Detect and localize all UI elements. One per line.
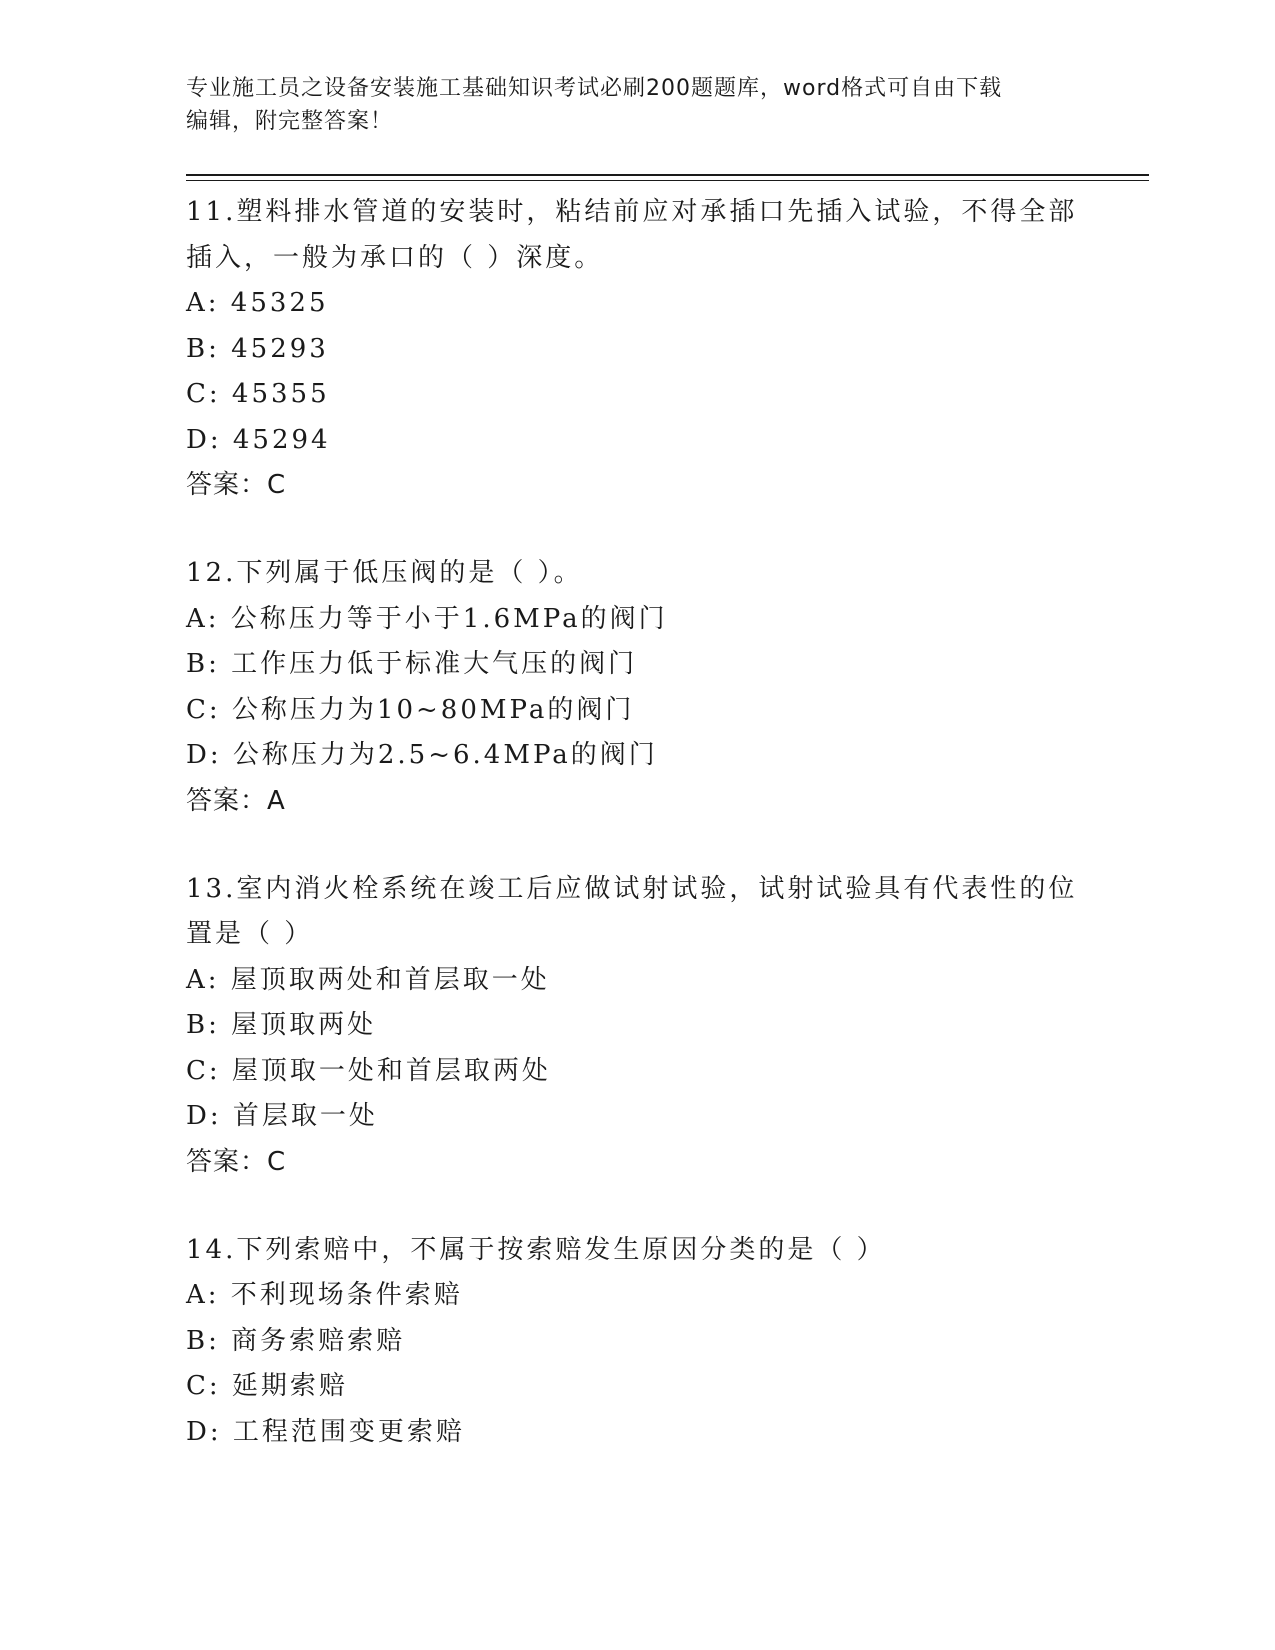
question-12: [186, 551, 1086, 823]
question-stem: 11.塑料排水管道的安装时，粘结前应对承插口先插入试验，不得全部: [186, 197, 1078, 227]
option-c: C: 公称压力为10~80MPa的阀门: [186, 694, 635, 725]
header-divider-thin: [186, 180, 1149, 181]
answer-label: 答案：A: [186, 785, 286, 816]
option-c: C: 延期索赔: [186, 1371, 348, 1401]
option-c: C: 45355: [186, 379, 330, 409]
option-c: C: 屋顶取一处和首层取两处: [186, 1055, 551, 1086]
header-divider: [186, 174, 1149, 176]
option-d: D: 工程范围变更索赔: [186, 1416, 465, 1447]
option-d: D: 45294: [186, 424, 331, 455]
answer-label: 答案：C: [186, 1146, 287, 1177]
question-11: [186, 190, 1086, 507]
question-stem: 置是（ ）: [186, 919, 314, 949]
question-13: [186, 867, 1086, 1184]
question-stem: 12.下列属于低压阀的是（ ）。: [186, 558, 583, 588]
question-list: [186, 190, 1086, 1499]
option-a: A: 45325: [186, 288, 329, 318]
answer-label: 答案：C: [186, 470, 287, 500]
option-a: A: 屋顶取两处和首层取一处: [186, 964, 550, 995]
option-b: B: 45293: [186, 333, 329, 364]
option-d: D: 首层取一处: [186, 1101, 378, 1131]
option-a: A: 不利现场条件索赔: [186, 1280, 463, 1310]
question-stem: 插入，一般为承口的（ ）深度。: [186, 242, 604, 273]
header-title-line-1: 专业施工员之设备安装施工基础知识考试必刷200题题库，word格式可自由下载: [186, 76, 1003, 101]
question-stem: 13.室内消火栓系统在竣工后应做试射试验，试射试验具有代表性的位: [186, 873, 1078, 904]
option-a: A: 公称压力等于小于1.6MPa的阀门: [186, 603, 668, 634]
question-14: [186, 1228, 1086, 1456]
option-b: B: 屋顶取两处: [186, 1010, 377, 1040]
question-stem: 14.下列索赔中，不属于按索赔发生原因分类的是（ ）: [186, 1234, 886, 1265]
header-title-line-2: 编辑，附完整答案！: [186, 109, 394, 134]
option-b: B: 工作压力低于标准大气压的阀门: [186, 649, 638, 679]
document-header: [186, 72, 1086, 138]
option-d: D: 公称压力为2.5~6.4MPa的阀门: [186, 740, 658, 770]
option-b: B: 商务索赔索赔: [186, 1325, 406, 1356]
